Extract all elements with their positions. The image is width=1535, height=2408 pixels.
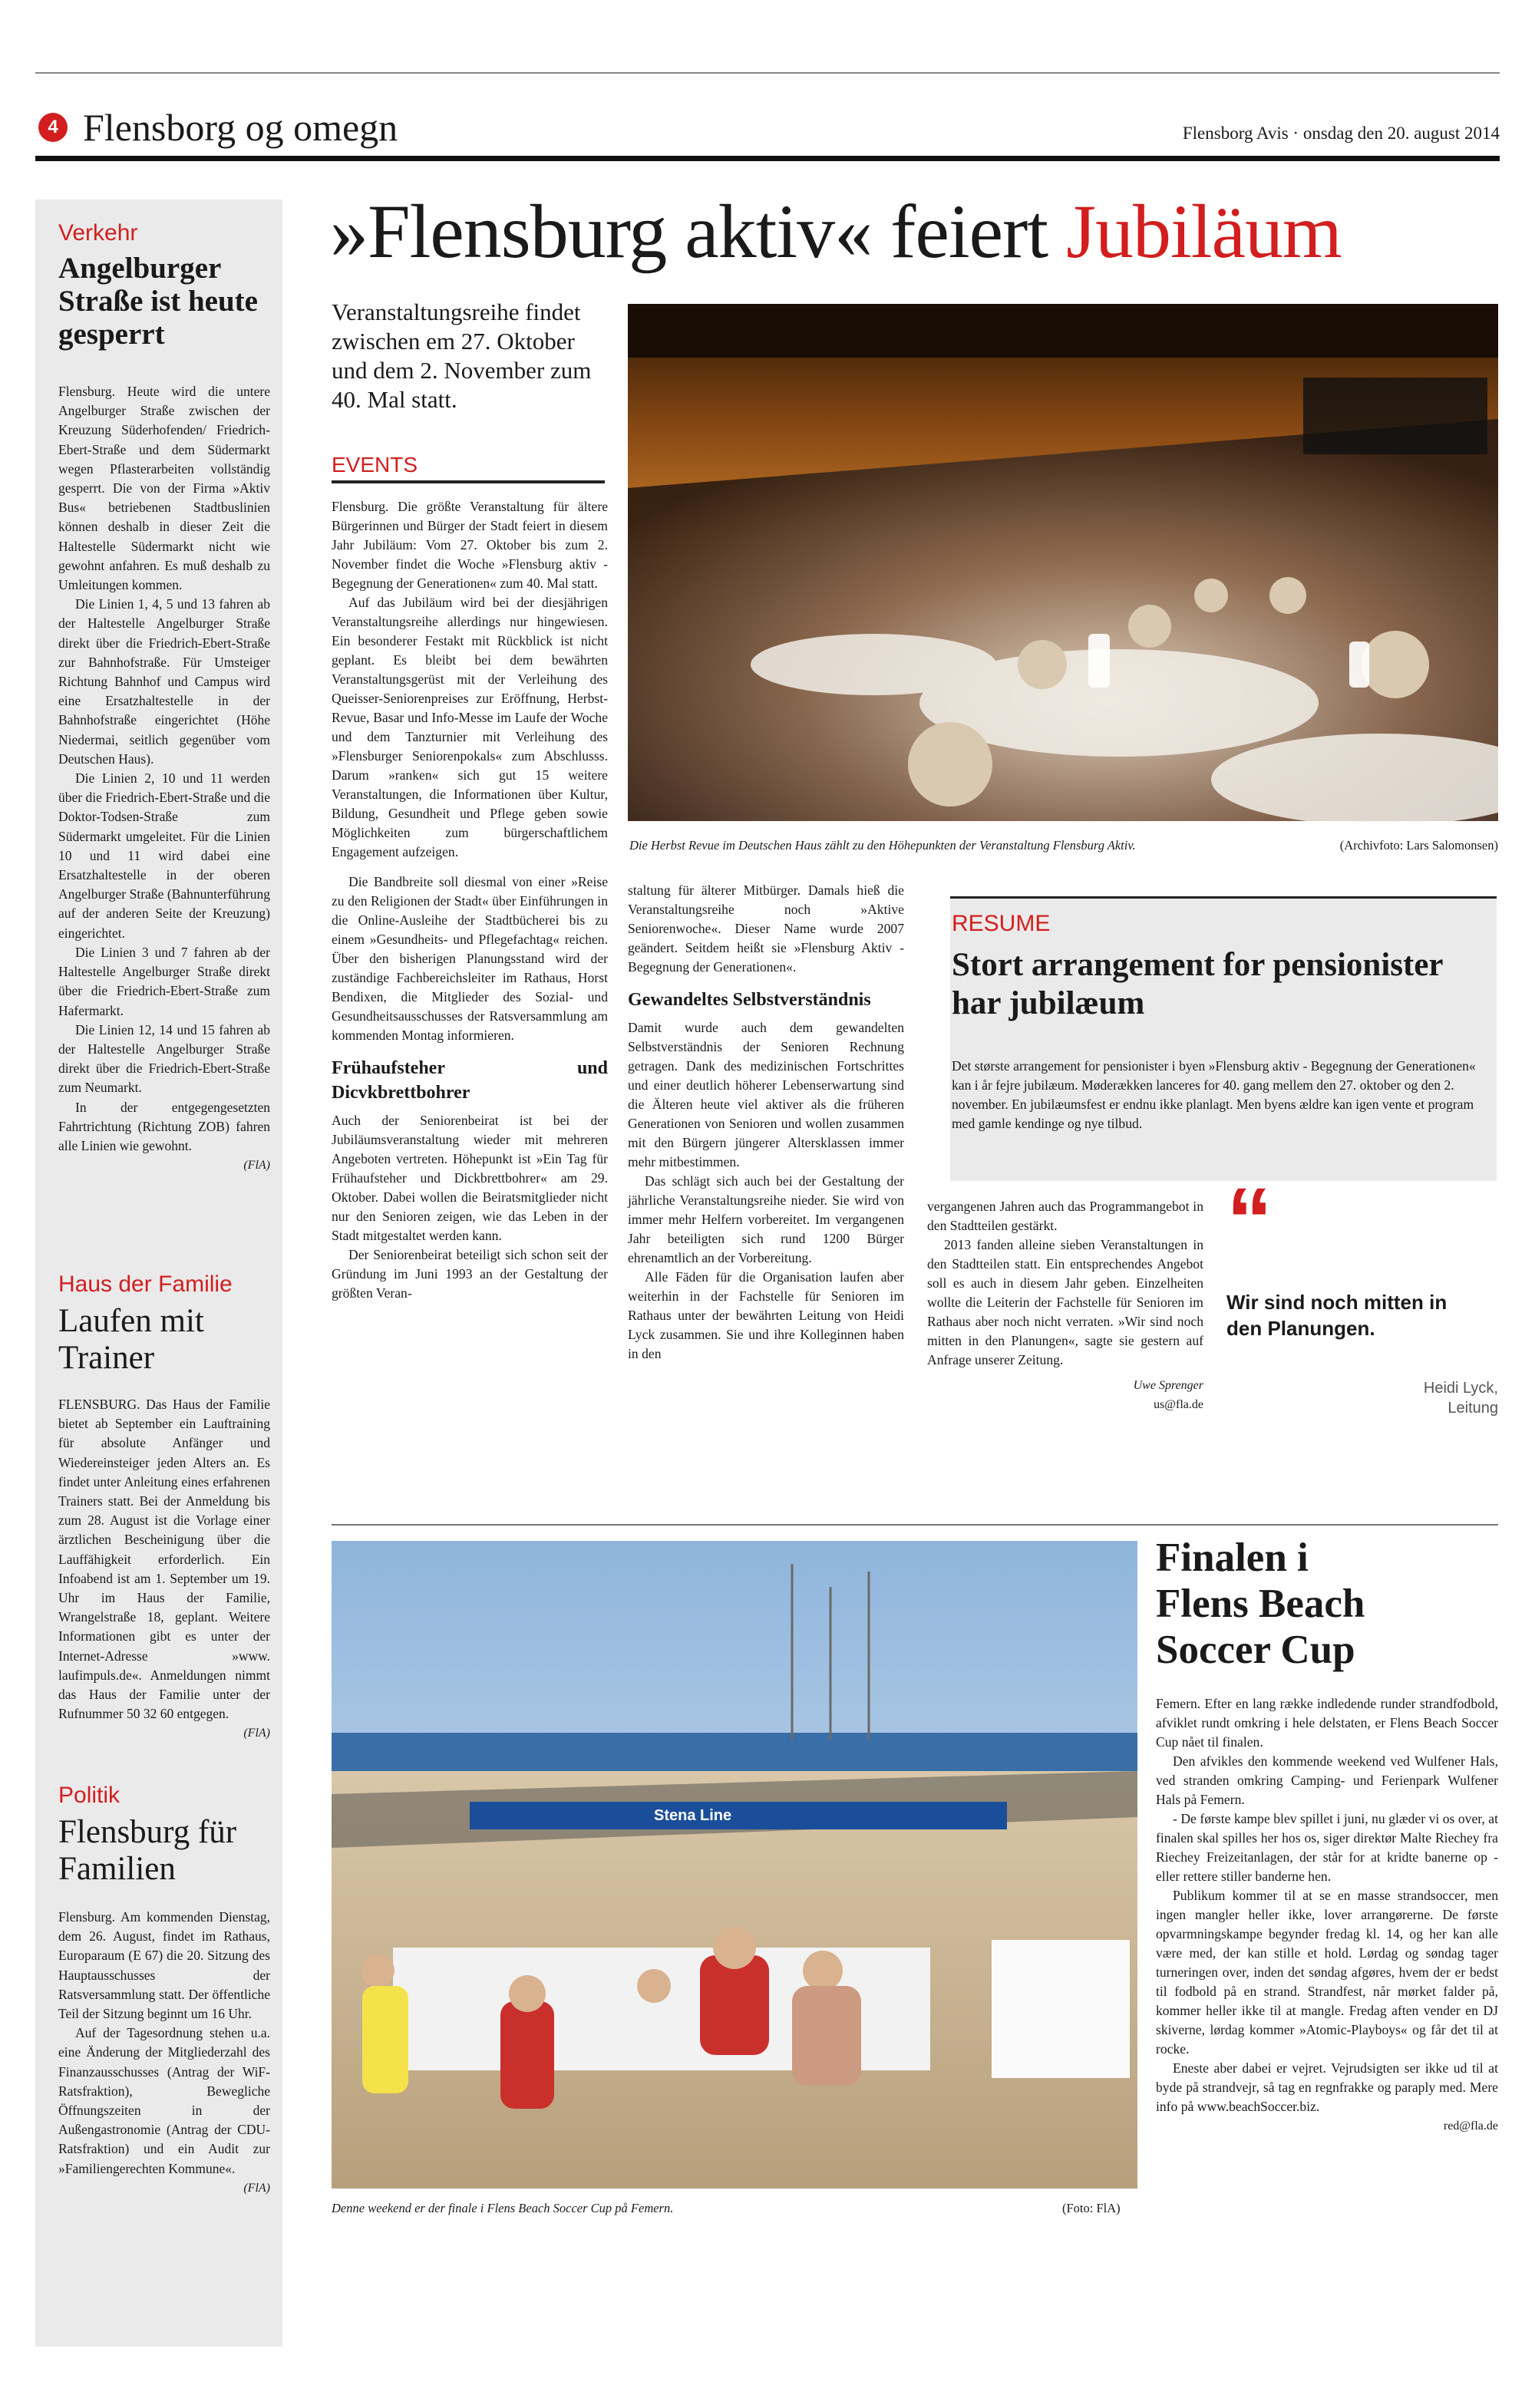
paragraph: Das schlägt sich auch bei der Gestaltung der jährliche Veranstaltungsreihe nieder. Sie wird von immer mehr Helfern vorbereitet. Im vergangenen Jahr beteiligten sich rund 1200 Bürger ehrenamtlich an der Vorbereitung.: [628, 1173, 904, 1265]
paragraph: Flensburg. Am kommenden Dienstag, dem 26. August, findet im Rathaus, Europaraum (E 67) die 20. Sitzung des Hauptausschusses der Ratsversammlung statt. Der öffentliche Teil der Sitzung beginnt um 16 Uhr.: [58, 1909, 270, 2022]
beach-soccer-credit: (Foto: FlA): [1062, 2201, 1121, 2215]
page-number-badge: 4: [38, 113, 68, 142]
sidebar-headline-familie: Laufen mit Trainer: [58, 1303, 204, 1376]
beach-soccer-photo: [332, 1541, 1137, 2189]
signature: red@fla.de: [1443, 2119, 1498, 2133]
sidebar-body-politik: [58, 1908, 270, 2198]
main-subhead: Veranstaltungsreihe findet zwischen em 27. Oktober und dem 2. November zum 40. Mal statt.: [332, 299, 592, 413]
paragraph: Auf der Tagesordnung stehen u.a. eine Änderung der Mitgliederzahl des Finanzausschusses (Antrag der WiF-Ratsfraktion), Bewegliche Öffnungszeiten in der Außengastronomie (Antrag der CDU-Ratsfraktion) und ein Audit zur »Familiengerechten Kommune«.: [58, 2025, 270, 2176]
article-column-2: [628, 881, 904, 1364]
paragraph: Alle Fäden für die Organisation laufen aber weiterhin in der Fachstelle für Senioren im Rathaus unter der bewährten Leitung von Heidi Lyck zusammen. Sie und ihre Kolleginnen haben in den: [628, 1269, 904, 1361]
sidebar-body-familie: [58, 1395, 270, 1743]
paragraph: Damit wurde auch dem gewandelten Selbstverständnis der Senioren Rechnung getragen. Dank des medizinischen Fortschrittes und einer deutlich höherer Lebenserwartung sind die Älteren heute viel aktiver als die früheren Generationen von Senioren und wollen zusammen mit den Bürgern jüngerer Altersklassen immer mehr mitbestimmen.: [628, 1020, 904, 1169]
article-column-1: [332, 497, 608, 1303]
sidebar-headline-verkehr: Angelburger Straße ist heute gesperrt: [58, 252, 258, 351]
article-column-3: [927, 1197, 1203, 1414]
paragraph: 2013 fanden alleine sieben Veranstaltungen in den Stadtteilen statt. Ein entsprechendes Angebot soll es auch in diesem Jahr geben. Einzelheiten wollte die Leiterin der Fachstelle für Senioren im Rathaus aber noch nicht verraten. »Wir sind noch mitten in den Planungen«, sagte sie gestern auf Anfrage unserer Zeitung.: [927, 1237, 1203, 1367]
paragraph: Der Seniorenbeirat beteiligt sich schon seit der Gründung im Juni 1993 an der Gestaltung der größten Veran-: [332, 1247, 608, 1301]
sidebar-headline-politik: Flensburg für Familien: [58, 1814, 237, 1887]
quote-name: Heidi Lyck,: [1423, 1380, 1498, 1397]
quote-text: Wir sind noch mitten in den Planungen.: [1226, 1291, 1448, 1340]
herbst-revue-caption: Die Herbst Revue im Deutschen Haus zählt zu den Höhepunkten der Veranstaltung Flensburg Aktiv.: [629, 838, 1136, 853]
paragraph: Den afvikles den kommende weekend ved Wulfener Hals, ved stranden omkring Camping- und Ferienpark Wulfener Hals på Femern.: [1156, 1753, 1498, 1807]
section-subhead: Gewandeltes Selbstverständnis: [628, 990, 871, 1010]
signature: (FlA): [243, 1727, 270, 1740]
paragraph: Femern. Efter en lang række indledende runder strandfodbold, afviklet rundt omkring i hele delstaten, er Flens Beach Soccer Cup nået til finalen.: [1156, 1696, 1498, 1750]
soccer-body: [1156, 1694, 1498, 2136]
paragraph: FLENSBURG. Das Haus der Familie bietet ab September ein Lauftraining für absolute Anfänger und Wiedereinsteiger jeden Alters an. Es findet unter Anleitung eines erfahrenen Trainers statt. Bei der Anmeldung bis zum 28. August ist die Vorlage einer ärztlichen Bescheinigung über die Lauffähigkeit erforderlich. Ein Infoabend ist am 1. September um 19. Uhr im Haus der Familie, Wrangelstraße 18, geplant. Weitere Informationen gibt es unter der Internet-Adresse »www. laufimpuls.de«. Anmeldungen nimmt das Haus der Familie unter der Rufnummer 50 32 60 entgegen.: [58, 1397, 270, 1722]
main-headline-part1: »Flensburg aktiv« feiert: [330, 189, 1067, 274]
paragraph: In der entgegengesetzten Fahrtrichtung (Richtung ZOB) fahren alle Linien wie gewohnt.: [58, 1099, 270, 1153]
resume-text: Det største arrangement for pensionister i byen »Flensburg aktiv - Begegnung der Generationen« kan i år fejre jubilæum. Møderækken lanceres for 40. gang mellem den 27. oktober og den 2. november. En jubilæumsfest er endnu ikke planlagt. Men byens ældre kan igen vente et program med gamle kendinge og nye tilbud.: [952, 1058, 1476, 1131]
events-rule: [332, 480, 605, 483]
sidebar: [35, 200, 282, 2347]
section-title: Flensborg og omegn: [83, 106, 398, 149]
author-email: us@fla.de: [1154, 1398, 1203, 1411]
paragraph: Die Linien 3 und 7 fahren ab der Haltestelle Angelburger Straße direkt über die Friedrich-Ebert-Straße zum Hafermarkt.: [58, 944, 270, 1018]
herbst-revue-credit: (Archivfoto: Lars Salomonsen): [1339, 838, 1498, 853]
paragraph: Auch der Seniorenbeirat ist bei der Jubiläumsveranstaltung wieder mit mehreren Angeboten vertreten. Höhepunkt ist »Ein Tag für Frühaufsteher und Dickbrettbohrer« am 29. Oktober. Dabei wollen die Beiratsmitglieder nicht nur den Senioren zeigen, wie das Leben in der Stadt mitgestaltet werden kann.: [332, 1113, 608, 1243]
beach-soccer-caption: Denne weekend er der finale i Flens Beach Soccer Cup på Femern.: [332, 2201, 674, 2215]
stena-line-banner: Stena Line: [654, 1807, 732, 1824]
resume-kicker: RESUME: [952, 911, 1051, 936]
signature: (FlA): [243, 2181, 270, 2195]
section-subhead: Frühaufsteher und Dicvkbrettbohrer: [332, 1058, 608, 1103]
main-headline: [330, 189, 1342, 275]
signature: (FlA): [243, 1159, 270, 1173]
sidebar-kicker-familie: Haus der Familie: [58, 1272, 233, 1297]
paragraph: - De første kampe blev spillet i juni, nu glæder vi os over, at finalen skal spilles her hos os, siger direktør Malte Riechey fra Riechey Freizeitanlagen, der står for at kridte banerne op - eller rettere stiller banderne hen.: [1156, 1811, 1498, 1884]
dateline: Flensborg Avis · onsdag den 20. august 2014: [1182, 124, 1500, 143]
paragraph: Die Linien 2, 10 und 11 werden über die Friedrich-Ebert-Straße und die Doktor-Todsen-Straße zum Südermarkt umgeleitet. Für die Linien 10 und 11 wird dabei eine Ersatzhaltestelle in der oberen Angelburger Straße (Bahnunterführung auf der anderen Seite der Kreuzung) eingerichtet.: [58, 770, 271, 941]
paragraph: Publikum kommer til at se en masse strandsoccer, men ingen mangler heller ikke, lover arrangørerne. De første opvarmningskampe begynder fredag kl. 14, og her kan alle være med, der kan stille et hold. Lørdag og søndag tager turneringen over, inden det søndag afgøres, hvem der er bedst til fodbold på en strand. Strandfest, når mørket falder på, kommer heller ikke til at mangle. Fredag aften vender en DJ skiverne, lørdag kommer »Atomic-Playboys« og får det til at rocke.: [1156, 1888, 1498, 2057]
paragraph: Auf das Jubiläum wird bei der diesjährigen Veranstaltungsreihe allerdings nur hingewiesen. Ein besonderer Festakt mit Rückblick ist nicht geplant. Es bleibt bei dem bewährten Veranstaltungsgerüst mit der Verleihung des Queisser-Seniorenpreises zur Eröffnung, Herbst-Revue, Basar und Info-Messe im Laufe der Woche und dem Tanzturnier mit Verleihung des »Flensburger Seniorenpokals« zum Abschlusss. Darum »ranken« sich gut 15 weitere Veranstaltungen, die Informationen über Kultur, Bildung, Gesundheit und Pflege geben sowie Möglichkeiten zum bürgerschaftlichem Engagement aufzeigen.: [332, 595, 608, 859]
quote-mark-icon: “: [1226, 1169, 1273, 1272]
resume-box: [950, 896, 1497, 1181]
resume-headline: Stort arrangement for pensionister har jubilæum: [952, 947, 1443, 1021]
events-kicker: EVENTS: [332, 453, 418, 477]
soccer-headline: Finalen i Flens Beach Soccer Cup: [1156, 1536, 1365, 1672]
author-name: Uwe Sprenger: [1133, 1379, 1203, 1392]
section-divider: [332, 1524, 1498, 1526]
header-rule: [35, 156, 1500, 161]
paragraph: Eneste aber dabei er vejret. Vejrudsigten ser ikke ud til at byde på strandvejr, så tag en regnfrakke og paraply med. Mere info på www.beachSoccer.biz.: [1156, 2060, 1498, 2114]
quote-role: Leitung: [1448, 1400, 1498, 1417]
main-headline-part2: Jubiläum: [1066, 189, 1342, 274]
paragraph: Flensburg. Die größte Veranstaltung für ältere Bürgerinnen und Bürger der Stadt feiert in diesem Jahr Jubiläum: Vom 27. Oktober bis zum 2. November findet die Woche »Flensburg aktiv -Begegnung der Generationen« zum 40. Mal statt.: [332, 499, 608, 591]
paragraph: Flensburg. Heute wird die untere Angelburger Straße zwischen der Kreuzung Süderhofenden/ Friedrich-Ebert-Straße und dem Südermarkt wegen Pflasterarbeiten vollständig gesperrt. Die von der Firma »Aktiv Bus« betriebenen Stadtbuslinien können deshalb in dieser Zeit die Haltestelle Südermarkt nicht wie gewohnt anfahren. Es muß deshalb zu Umleitungen kommen.: [58, 384, 270, 593]
paragraph: staltung für älterer Mitbürger. Damals hieß die Veranstaltungsreihe noch »Aktive Seniorenwoche«. Dieser Name wurde 2007 geändert. Seitdem heißt sie »Flensburg Aktiv - Begegnung der Generationen«.: [628, 882, 904, 975]
herbst-revue-photo: [628, 304, 1498, 821]
paragraph: Die Linien 12, 14 und 15 fahren ab der Haltestelle Angelburger Straße direkt über die Friedrich-Ebert-Straße zum Neumarkt.: [58, 1021, 270, 1096]
sidebar-kicker-verkehr: Verkehr: [58, 220, 138, 246]
paragraph: Die Bandbreite soll diesmal von einer »Reise zu den Religionen der Stadt« über Einführungen in die Online-Ausleihe der Stadtbücherei bis zu einem »Gesundheits- und Pflegefachtag« reichen. Über den bisherigen Planungsstand wird der zuständige Fachbereichsleiter im Rathaus, Horst Bendixen, die Mitglieder des Sozial- und Gesundheitsausschusses der Ratsversammlung am kommenden Montag informieren.: [332, 874, 608, 1043]
sidebar-body-verkehr: [58, 382, 270, 1175]
paragraph: vergangenen Jahren auch das Programmangebot in den Stadtteilen gestärkt.: [927, 1199, 1203, 1233]
paragraph: Die Linien 1, 4, 5 und 13 fahren ab der Haltestelle Angelburger Straße direkt über die Friedrich-Ebert-Straße zur Bahnhofstraße. Für Umsteiger Richtung Bahnhof und Campus wird eine Ersatzhaltestelle in der Bahnhofstraße eingerichtet (Höhe Niedermai, seitlich gegenüber vom Deutschen Haus).: [58, 596, 270, 767]
sidebar-kicker-politik: Politik: [58, 1783, 120, 1808]
